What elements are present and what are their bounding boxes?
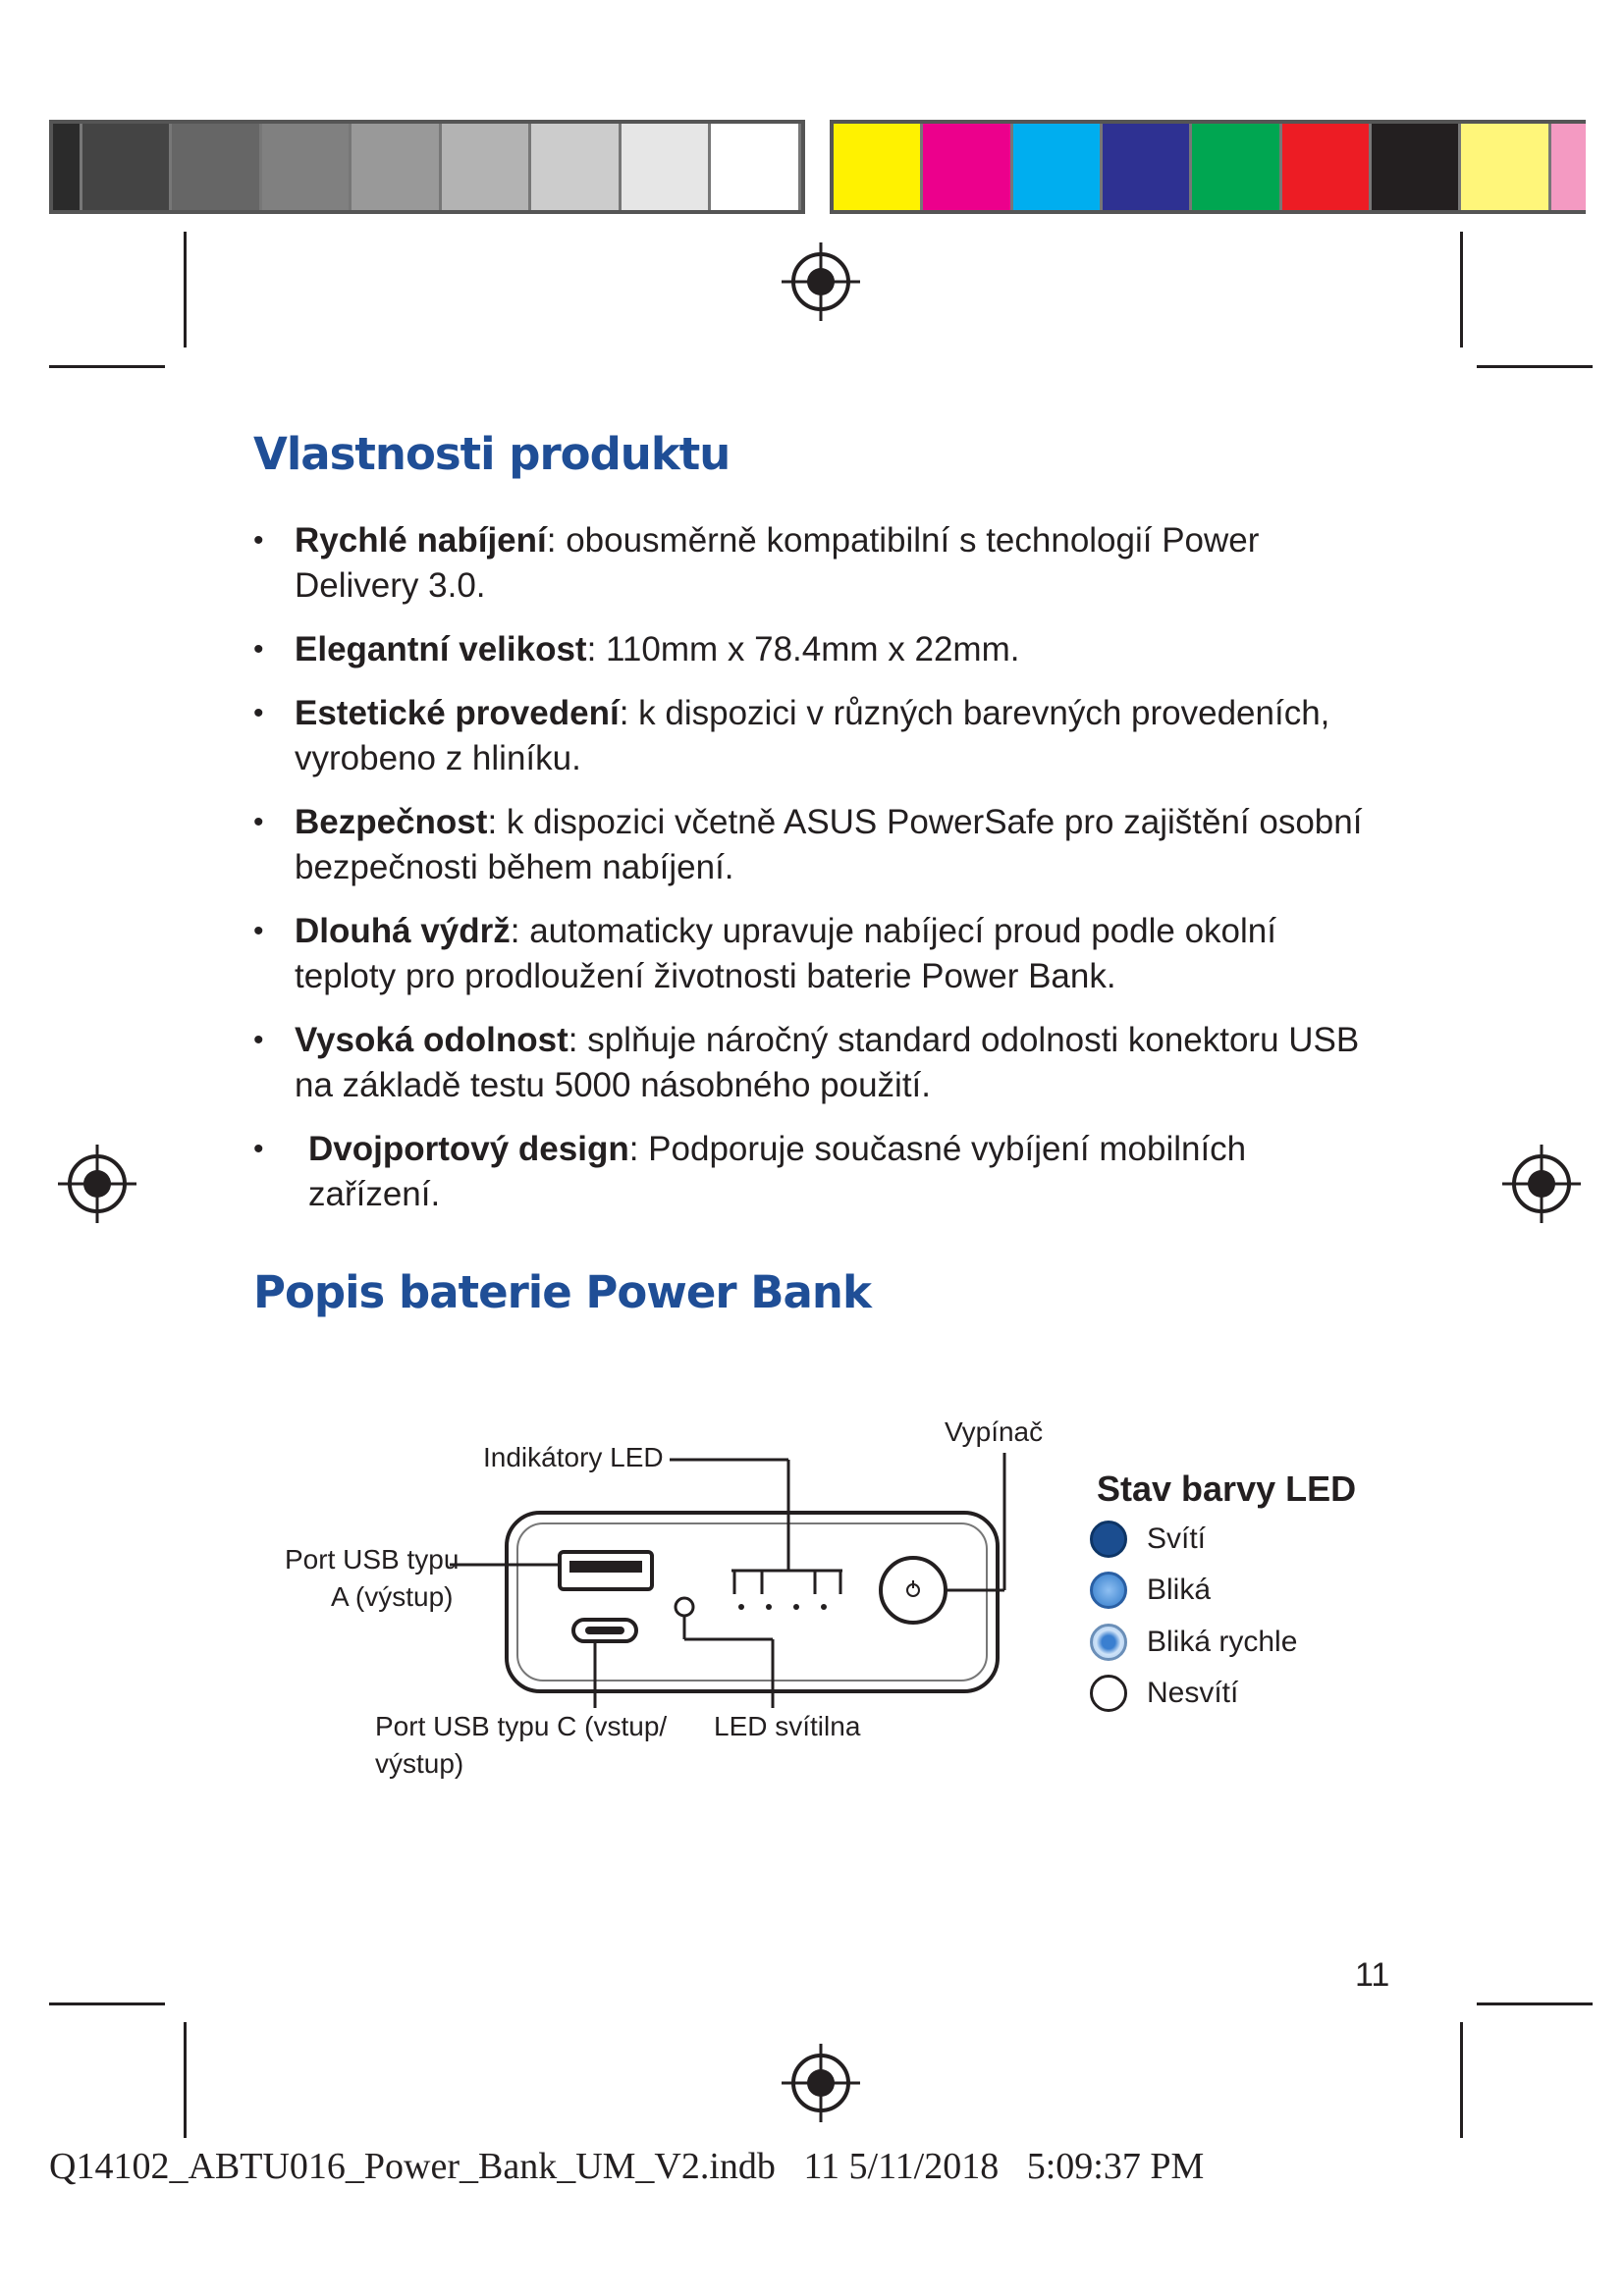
- feature-term: Estetické provedení: [295, 694, 620, 732]
- feature-text: : k dispozici včetně ASUS PowerSafe pro zajištění osobní bezpečnosti během nabíjení.: [295, 803, 1363, 886]
- label-power-button: Vypínač: [945, 1416, 1044, 1447]
- page-number: 11: [1355, 1956, 1390, 1994]
- legend-item: [1090, 1521, 1206, 1558]
- section-title-features: Vlastnosti produktu: [253, 428, 731, 480]
- label-usb-c-line1: Port USB typu C (vstup/: [375, 1711, 668, 1741]
- feature-term: Dvojportový design: [308, 1130, 629, 1168]
- feature-text: : splňuje náročný standard odolnosti konektoru USB na základě testu 5000 násobného použití.: [295, 1021, 1360, 1104]
- legend-label: Bliká: [1147, 1574, 1212, 1606]
- led-off-icon: [1090, 1675, 1127, 1712]
- feature-term: Dlouhá výdrž: [295, 912, 511, 950]
- feature-text: : 110mm x 78.4mm x 22mm.: [586, 630, 1020, 668]
- slug-file: Q14102_ABTU016_Power_Bank_UM_V2.indb: [49, 2146, 776, 2187]
- flashlight-led-icon: [676, 1598, 693, 1616]
- led-fast-blink-icon: [1090, 1624, 1127, 1661]
- label-flashlight: LED svítilna: [714, 1711, 861, 1741]
- legend-label: Svítí: [1147, 1522, 1207, 1555]
- power-bank-body: [507, 1513, 998, 1691]
- print-slug: [49, 2145, 1204, 2188]
- power-bank-inner-outline: [517, 1523, 987, 1681]
- led-solid-icon: [1090, 1521, 1127, 1558]
- label-led-indicators: Indikátory LED: [483, 1442, 664, 1472]
- led-indicator-icon: [821, 1604, 827, 1610]
- legend-label: Nesvítí: [1147, 1677, 1239, 1709]
- feature-text: : obousměrně kompatibilní s technologií Power Delivery 3.0.: [295, 521, 1260, 605]
- slug-time: 5:09:37 PM: [1026, 2146, 1205, 2187]
- power-button-icon: [881, 1558, 946, 1623]
- label-usb-a-line2: A (výstup): [331, 1581, 454, 1612]
- feature-text: : k dispozici v různých barevných provedeních, vyrobeno z hliníku.: [295, 694, 1330, 777]
- led-indicator-icon: [738, 1604, 744, 1610]
- section-title-overview: Popis baterie Power Bank: [253, 1266, 871, 1318]
- led-blink-icon: [1090, 1572, 1127, 1609]
- slug-page: 11: [803, 2146, 840, 2187]
- led-indicator-icon: [793, 1604, 799, 1610]
- label-usb-c-line2: výstup): [375, 1748, 464, 1779]
- feature-text: : automaticky upravuje nabíjecí proud podle okolní teploty pro prodloužení životnosti baterie Power Bank.: [295, 912, 1276, 995]
- feature-term: Bezpečnost: [295, 803, 488, 841]
- legend-item: [1090, 1675, 1238, 1712]
- legend-item: [1090, 1572, 1211, 1609]
- feature-term: Vysoká odolnost: [295, 1021, 568, 1059]
- led-legend-title: Stav barvy LED: [1097, 1468, 1357, 1509]
- led-indicator-icon: [766, 1604, 772, 1610]
- feature-text: : Podporuje současné vybíjení mobilních zařízení.: [308, 1130, 1247, 1213]
- legend-item: [1090, 1624, 1297, 1661]
- feature-term: Rychlé nabíjení: [295, 521, 547, 560]
- label-usb-a-line1: Port USB typu: [285, 1544, 460, 1575]
- legend-label: Bliká rychle: [1147, 1626, 1298, 1658]
- feature-term: Elegantní velikost: [295, 630, 587, 668]
- slug-date: 5/11/2018: [848, 2146, 1000, 2187]
